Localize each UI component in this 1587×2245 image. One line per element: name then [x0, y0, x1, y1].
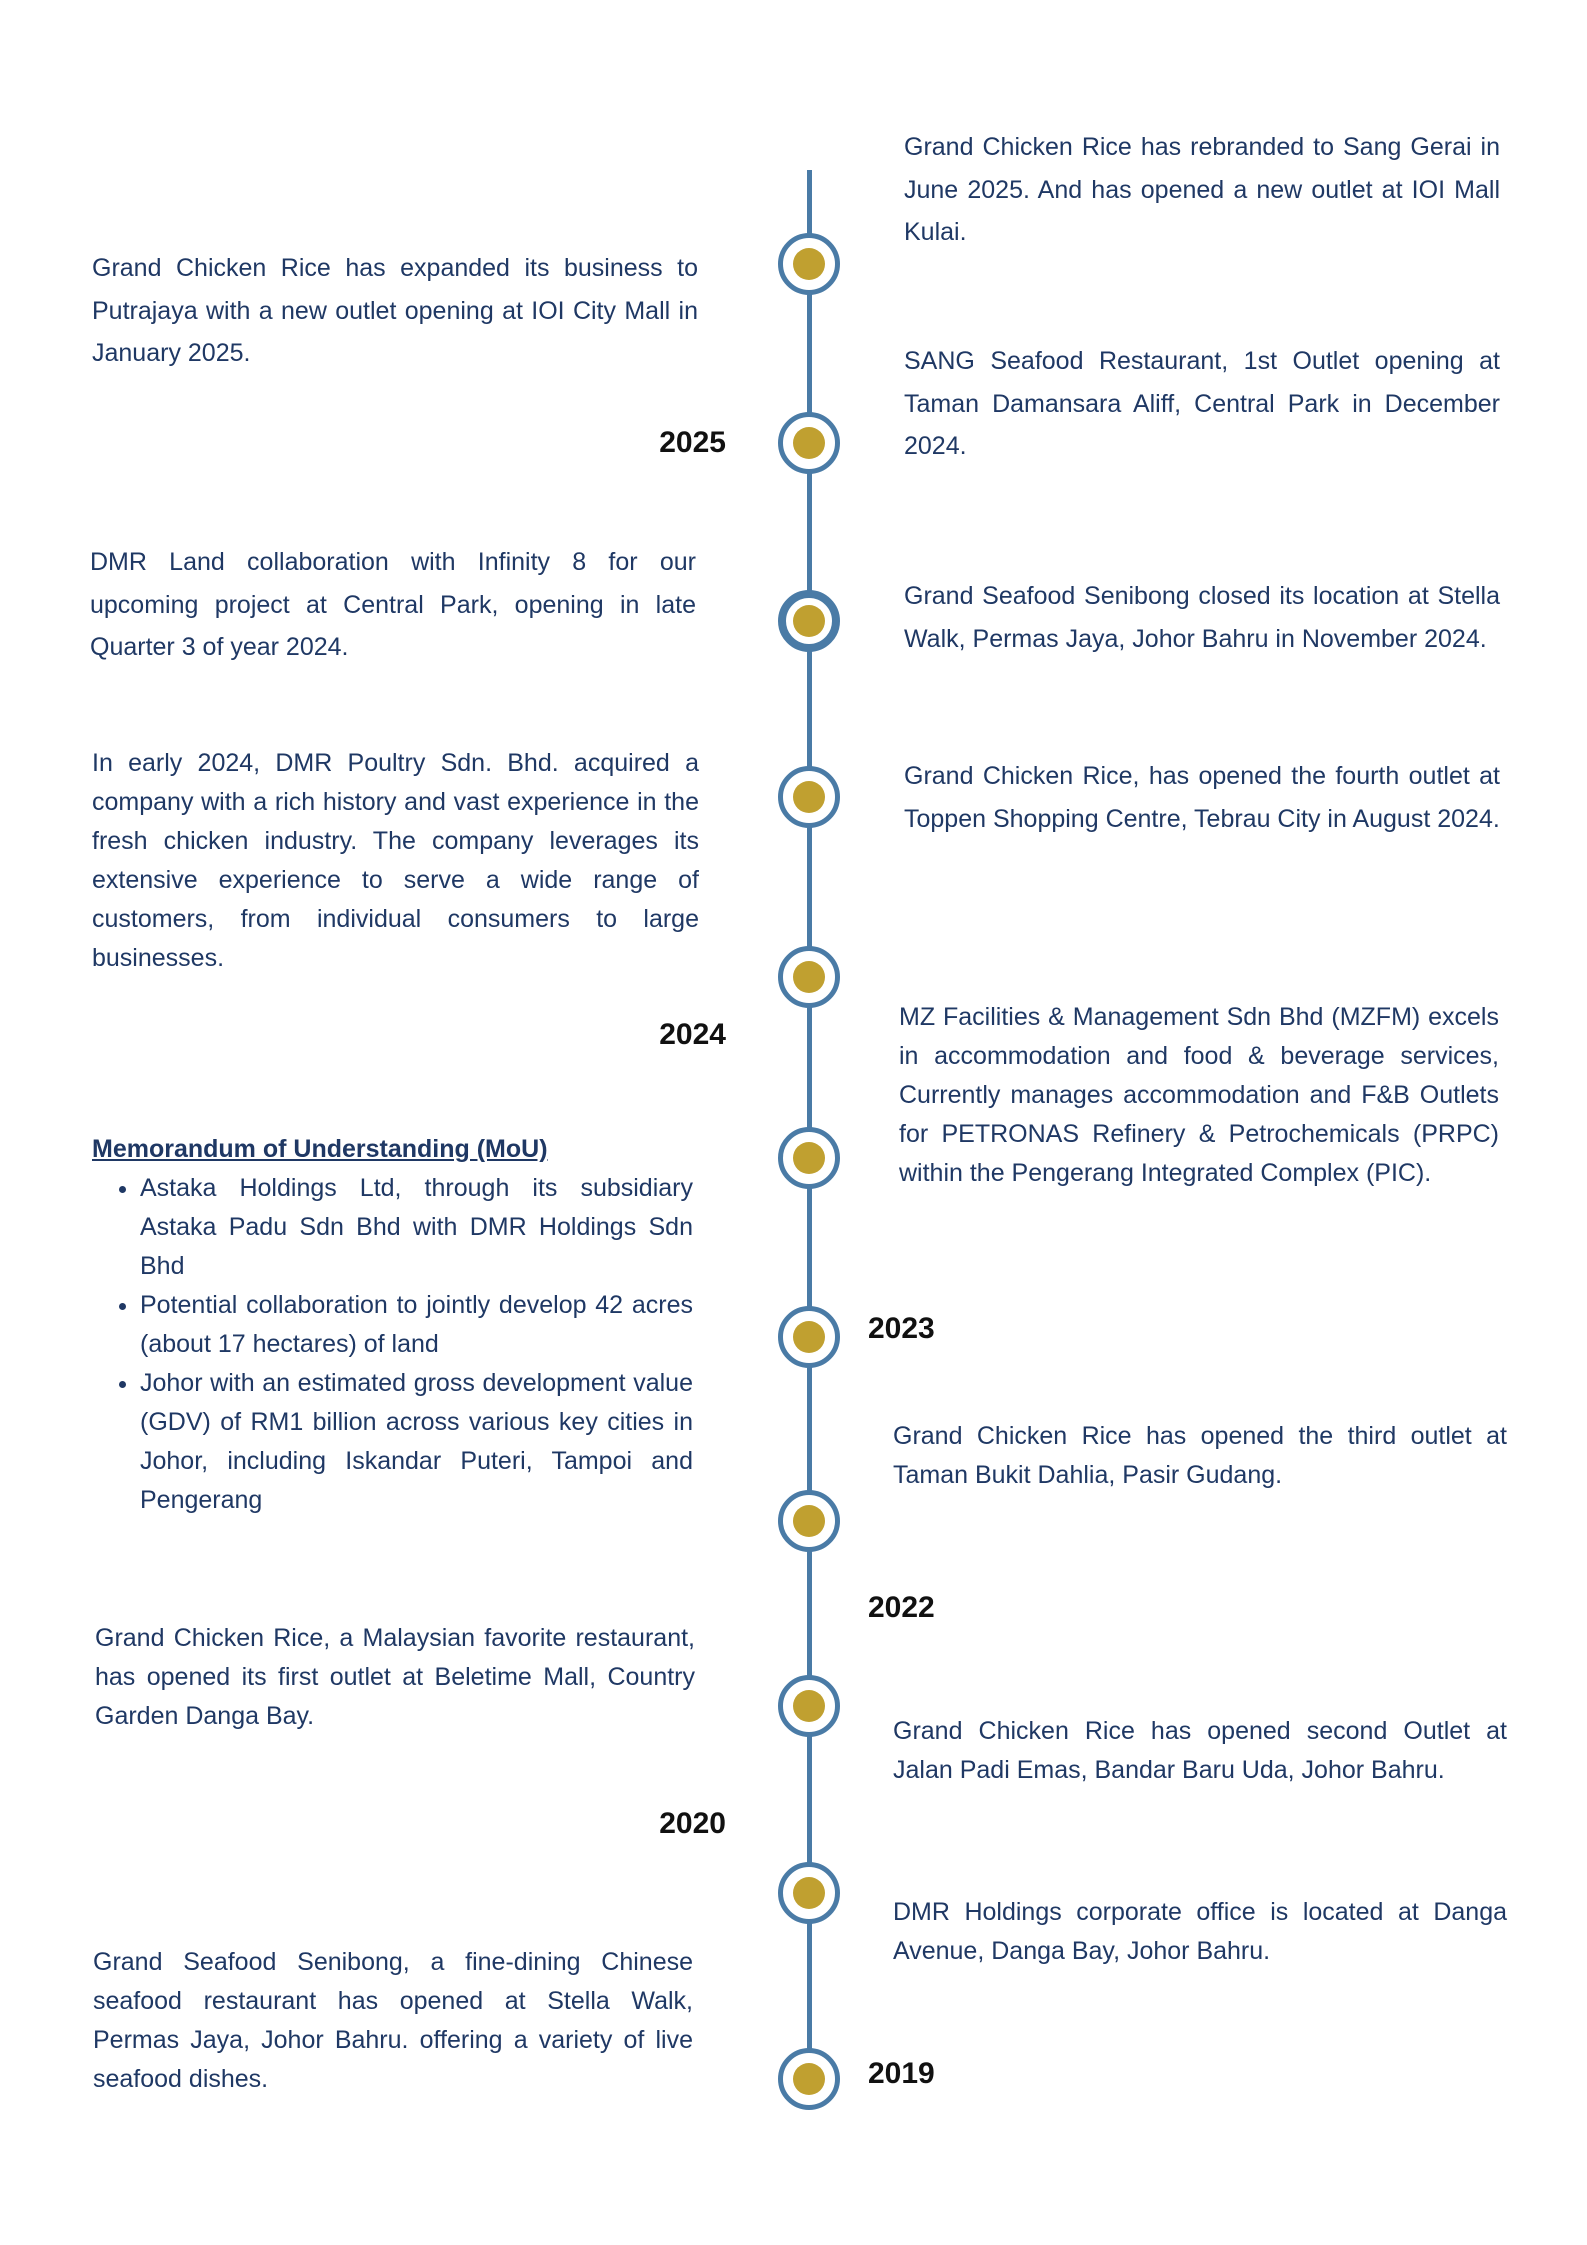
- year-2020: 2020: [659, 1807, 726, 1840]
- mou-item: • Potential collaboration to jointly develop 42 acres (about 17 hectares) of land: [140, 1286, 693, 1364]
- timeline-dot: [793, 605, 825, 637]
- timeline-dot: [793, 1505, 825, 1537]
- timeline-dot: [793, 1142, 825, 1174]
- timeline-node: [778, 1675, 840, 1737]
- timeline-dot: [793, 2063, 825, 2095]
- event-second-outlet: Grand Chicken Rice has opened second Outlet at Jalan Padi Emas, Bandar Baru Uda, Johor Bahru.: [893, 1717, 1507, 1784]
- mou-list: [92, 1169, 693, 1520]
- event-poultry: In early 2024, DMR Poultry Sdn. Bhd. acquired a company with a rich history and vast experience in the fresh chicken industry. The company leverages its extensive experience to serve a wide range of customers, from individual consumers to large businesses.: [92, 749, 699, 972]
- timeline-node: [778, 1127, 840, 1189]
- timeline-node: [778, 946, 840, 1008]
- timeline-node: [778, 412, 840, 474]
- timeline-dot: [793, 427, 825, 459]
- timeline-dot: [793, 1690, 825, 1722]
- event-fourth-outlet: Grand Chicken Rice, has opened the fourth outlet at Toppen Shopping Centre, Tebrau City in August 2024.: [904, 762, 1500, 833]
- timeline-node: [778, 233, 840, 295]
- timeline-dot: [793, 1321, 825, 1353]
- mou-item: • Johor with an estimated gross development value (GDV) of RM1 billion across various key cities in Johor, including Iskandar Puteri, Tampoi and Pengerang: [140, 1364, 693, 1520]
- event-first-outlet: Grand Chicken Rice, a Malaysian favorite restaurant, has opened its first outlet at Beletime Mall, Country Garden Danga Bay.: [95, 1624, 695, 1730]
- mou-heading: Memorandum of Understanding (MoU): [92, 1135, 548, 1163]
- event-senibong-closed: Grand Seafood Senibong closed its location at Stella Walk, Permas Jaya, Johor Bahru in November 2024.: [904, 582, 1500, 653]
- event-senibong-opened: Grand Seafood Senibong, a fine-dining Chinese seafood restaurant has opened at Stella Walk, Permas Jaya, Johor Bahru. offering a variety of live seafood dishes.: [93, 1948, 693, 2093]
- event-putrajaya: Grand Chicken Rice has expanded its business to Putrajaya with a new outlet opening at IOI City Mall in January 2025.: [92, 254, 698, 367]
- timeline-node: [778, 2048, 840, 2110]
- event-infinity8: DMR Land collaboration with Infinity 8 for our upcoming project at Central Park, opening in late Quarter 3 of year 2024.: [90, 548, 696, 661]
- year-2019: 2019: [868, 2057, 935, 2090]
- timeline-node: [778, 590, 840, 652]
- timeline-dot: [793, 1877, 825, 1909]
- mou-item: • Astaka Holdings Ltd, through its subsidiary Astaka Padu Sdn Bhd with DMR Holdings Sdn Bhd: [140, 1169, 693, 1286]
- event-mzfm: MZ Facilities & Management Sdn Bhd (MZFM) excels in accommodation and food & beverage services, Currently manages accommodation and F&B Outlets for PETRONAS Refinery & Petrochemicals (PRPC) within the Pengerang Integrated Complex (PIC).: [899, 1003, 1499, 1187]
- year-2025: 2025: [659, 426, 726, 459]
- year-2023: 2023: [868, 1312, 935, 1345]
- timeline-node: [778, 766, 840, 828]
- event-sang-seafood: SANG Seafood Restaurant, 1st Outlet opening at Taman Damansara Aliff, Central Park in December 2024.: [904, 347, 1500, 460]
- timeline-node: [778, 1862, 840, 1924]
- timeline-dot: [793, 248, 825, 280]
- timeline-node: [778, 1490, 840, 1552]
- event-sang-gerai: Grand Chicken Rice has rebranded to Sang Gerai in June 2025. And has opened a new outlet at IOI Mall Kulai.: [904, 133, 1500, 246]
- timeline-dot: [793, 961, 825, 993]
- event-corporate-office: DMR Holdings corporate office is located at Danga Avenue, Danga Bay, Johor Bahru.: [893, 1898, 1507, 1965]
- year-2022: 2022: [868, 1591, 935, 1624]
- timeline-node: [778, 1306, 840, 1368]
- year-2024: 2024: [659, 1018, 726, 1051]
- timeline-dot: [793, 781, 825, 813]
- event-third-outlet: Grand Chicken Rice has opened the third outlet at Taman Bukit Dahlia, Pasir Gudang.: [893, 1422, 1507, 1489]
